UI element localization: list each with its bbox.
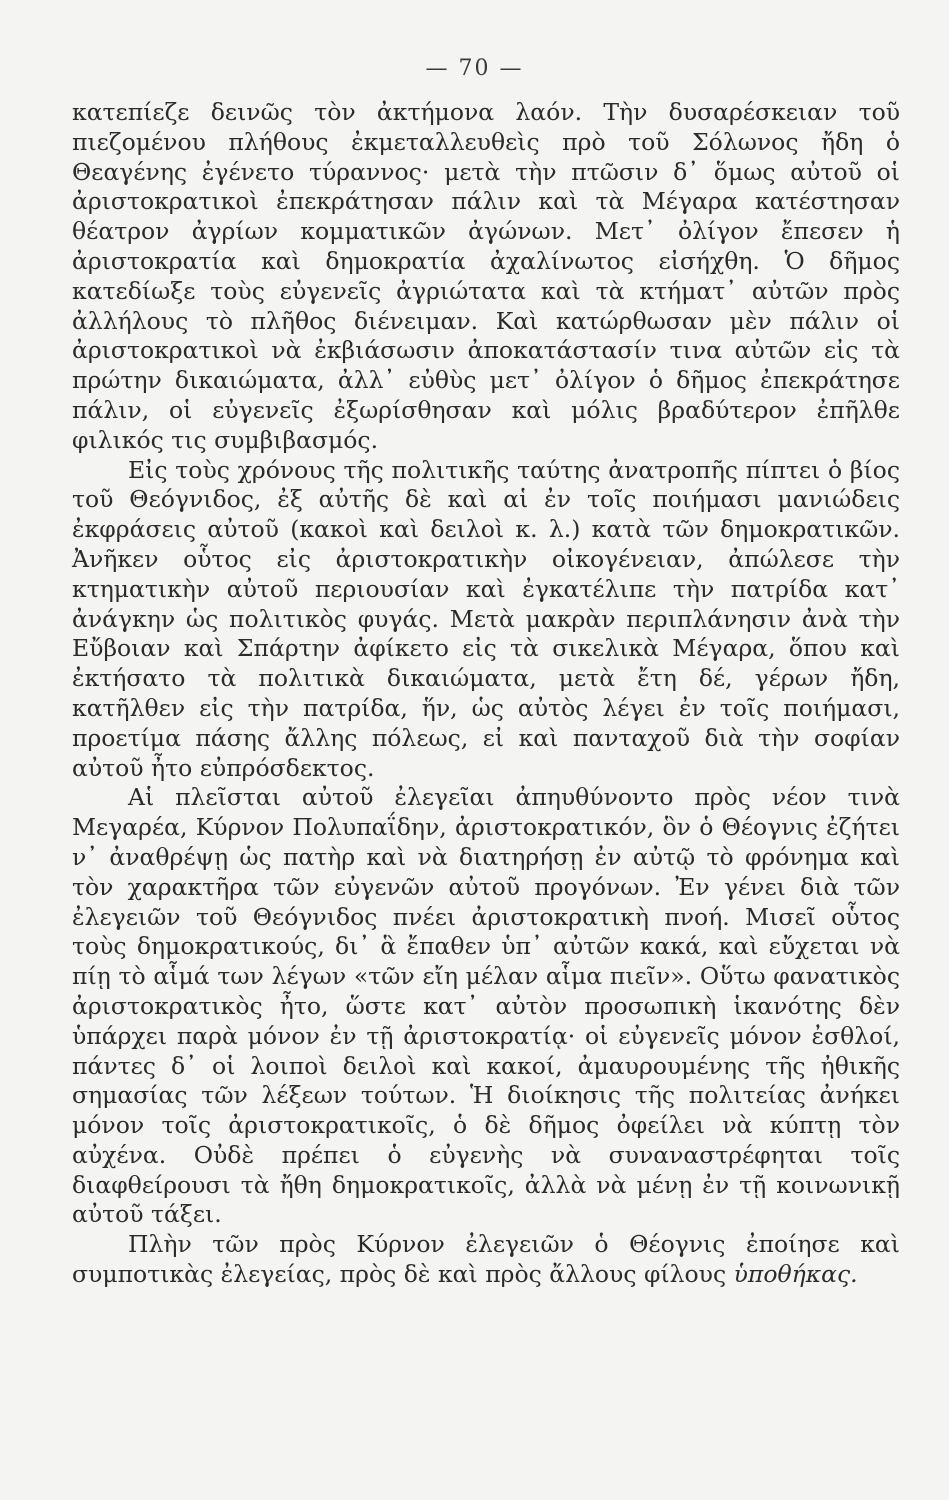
body-text: [72, 98, 900, 1290]
paragraph-2: Εἰς τοὺς χρόνους τῆς πολιτικῆς ταύτης ἀνατροπῆς πίπτει ὁ βίος τοῦ Θεόγνιδος, ἐξ αὐτῆς δὲ καὶ αἱ ἐν τοῖς ποιήμασι μανιώδεις ἐκφράσεις αὐτοῦ (κακοὶ καὶ δειλοὶ κ. λ.) κατὰ τῶν δημοκρατικῶν. Ἀνῆκεν οὗτος εἰς ἀριστοκρατικὴν οἰκογένειαν, ἀπώλεσε τὴν κτηματικὴν αὐτοῦ περιουσίαν καὶ ἐγκατέλιπε τὴν πατρίδα κατ᾽ ἀνάγκην ὡς πολιτικὸς φυγάς. Μετὰ μακρὰν περιπλάνησιν ἀνὰ τὴν Εὔβοιαν καὶ Σπάρτην ἀφίκετο εἰς τὰ σικελικὰ Μέγαρα, ὅπου καὶ ἐκτήσατο τὰ πολιτικὰ δικαιώματα, μετὰ ἔτη δέ, γέρων ἤδη, κατῆλθεν εἰς τὴν πατρίδα, ἥν, ὡς αὐτὸς λέγει ἐν τοῖς ποιήμασι, προετίμα πάσης ἄλλης πόλεως, εἰ καὶ πανταχοῦ διὰ τὴν σοφίαν αὐτοῦ ἦτο εὐπρόσδεκτος.: [72, 455, 900, 782]
page-number: — 70 —: [425, 56, 524, 81]
paragraph-1: κατεπίεζε δεινῶς τὸν ἀκτήμονα λαόν. Τὴν δυσαρέσκειαν τοῦ πιεζομένου πλήθους ἐκμεταλλευθεὶς πρὸ τοῦ Σόλωνος ἤδη ὁ Θεαγένης ἐγένετο τύραννος· μετὰ τὴν πτῶσιν δ᾽ ὅμως αὐτοῦ οἱ ἀριστοκρατικοὶ ἐπεκράτησαν πάλιν καὶ τὰ Μέγαρα κατέστησαν θέατρον ἀγρίων κομματικῶν ἀγώνων. Μετ᾽ ὀλίγον ἔπεσεν ἡ ἀριστοκρατία καὶ δημοκρατία ἀχαλίνωτος εἰσήχθη. Ὁ δῆμος κατεδίωξε τοὺς εὐγενεῖς ἀγριώτατα καὶ τὰ κτήματ᾽ αὐτῶν πρὸς ἀλλήλους τὸ πλῆθος διένειμαν. Καὶ κατώρθωσαν μὲν πάλιν οἱ ἀριστοκρατικοὶ νὰ ἐκβιάσωσιν ἀποκατάστασίν τινα αὐτῶν εἰς τὰ πρώτην δικαιώματα, ἀλλ᾽ εὐθὺς μετ᾽ ὀλίγον ὁ δῆμος ἐπεκράτησε πάλιν, οἱ εὐγενεῖς ἐξωρίσθησαν καὶ μόλις βραδύτερον ἐπῆλθε φιλικός τις συμβιβασμός.: [72, 98, 900, 454]
paragraph-4-text: Πλὴν τῶν πρὸς Κύρνον ἐλεγειῶν ὁ Θέογνις ἐποίησε καὶ συμποτικὰς ἐλεγείας, πρὸς δὲ καὶ πρὸς ἄλλους φίλους: [72, 1230, 900, 1289]
paragraph-4-italic-word: ὑποθήκας.: [733, 1260, 858, 1289]
paragraph-3: Αἱ πλεῖσται αὐτοῦ ἐλεγεῖαι ἀπηυθύνοντο πρὸς νέον τινὰ Μεγαρέα, Κύρνον Πολυπαΐδην, ἀριστοκρατικόν, ὃν ὁ Θέογνις ἐζήτει ν᾽ ἀναθρέψῃ ὡς πατὴρ καὶ νὰ διατηρήσῃ ἐν αὐτῷ τὸ φρόνημα καὶ τὸν χαρακτῆρα τῶν εὐγενῶν αὐτοῦ προγόνων. Ἐν γένει διὰ τῶν ἐλεγειῶν τοῦ Θεόγνιδος πνέει ἀριστοκρατικὴ πνοή. Μισεῖ οὗτος τοὺς δημοκρατικούς, δι᾽ ἃ ἔπαθεν ὑπ᾽ αὐτῶν κακά, καὶ εὔχεται νὰ πίῃ τὸ αἷμά των λέγων «τῶν εἴη μέλαν αἷμα πιεῖν». Οὕτω φανατικὸς ἀριστοκρατικὸς ἦτο, ὥστε κατ᾽ αὐτὸν προσωπικὴ ἱκανότης δὲν ὑπάρχει παρὰ μόνον ἐν τῇ ἀριστοκρατίᾳ· οἱ εὐγενεῖς μόνον ἐσθλοί, πάντες δ᾽ οἱ λοιποὶ δειλοὶ καὶ κακοί, ἀμαυρουμένης τῆς ἠθικῆς σημασίας τῶν λέξεων τούτων. Ἡ διοίκησις τῆς πολιτείας ἀνήκει μόνον τοῖς ἀριστοκρατικοῖς, ὁ δὲ δῆμος ὀφείλει νὰ κύπτῃ τὸν αὐχένα. Οὐδὲ πρέπει ὁ εὐγενὴς νὰ συναναστρέφηται τοῖς διαφθείρουσι τὰ ἤθη δημοκρατικοῖς, ἀλλὰ νὰ μένῃ ἐν τῇ κοινωνικῇ αὐτοῦ τάξει.: [72, 783, 900, 1229]
paragraph-4: [72, 1230, 900, 1290]
